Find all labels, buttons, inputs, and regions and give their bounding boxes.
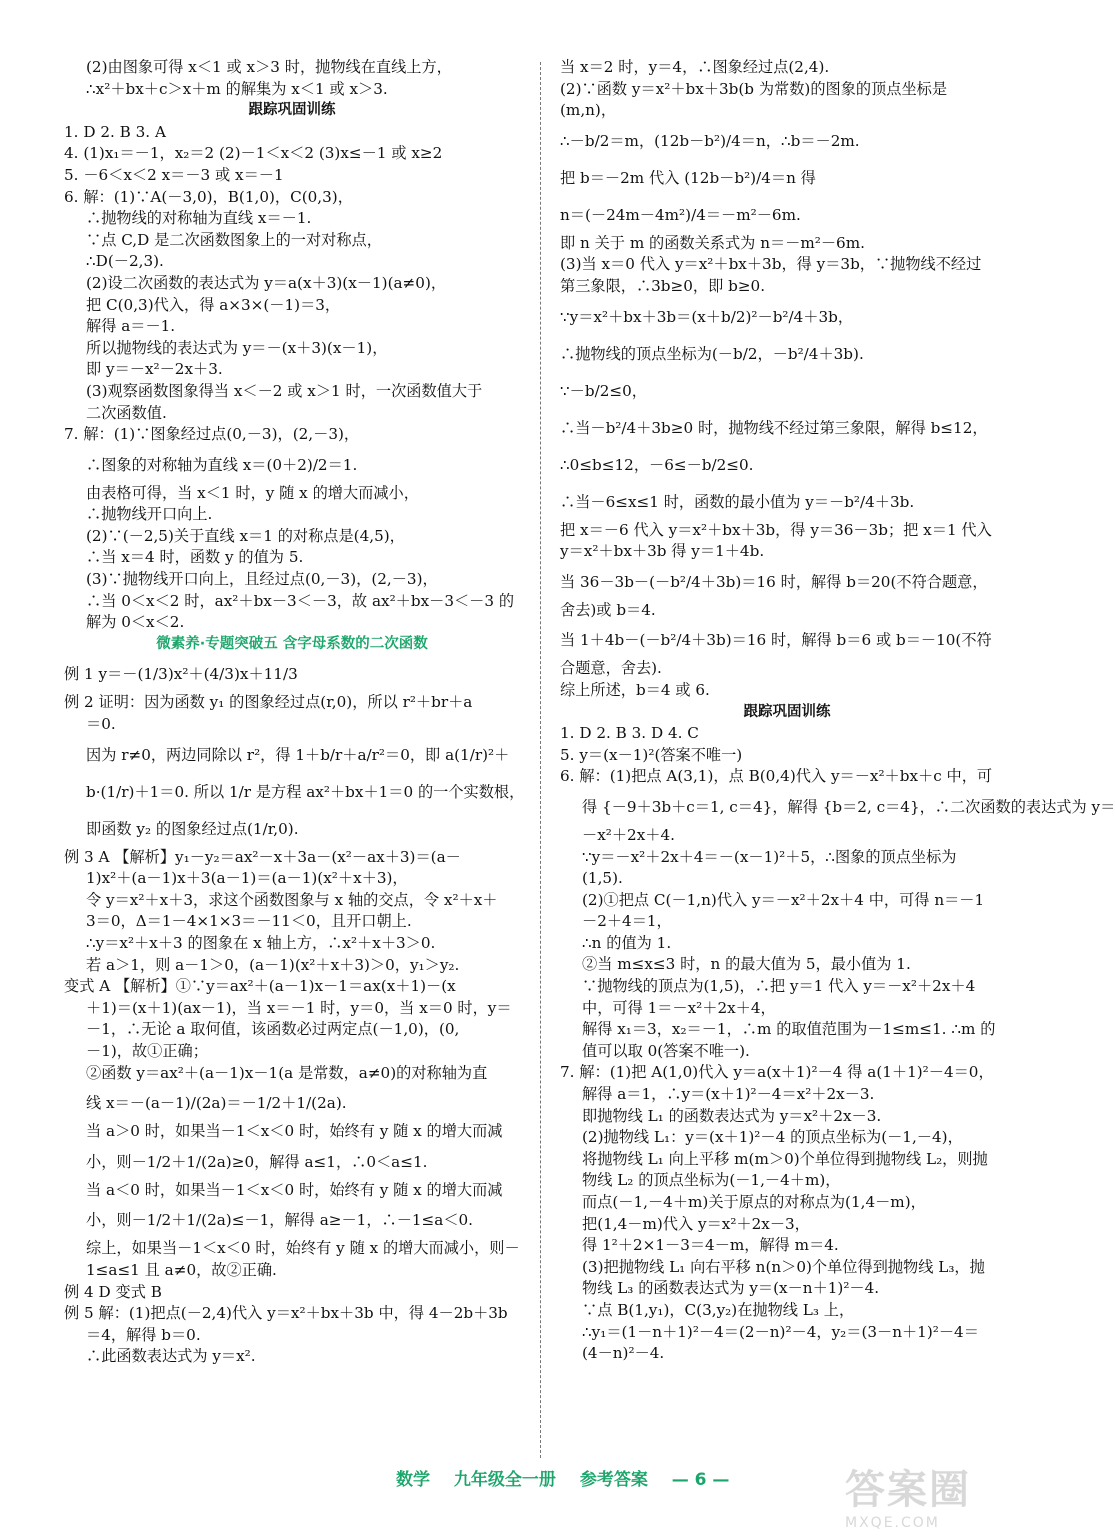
answer-line: 综上所述，b＝4 或 6. bbox=[560, 680, 710, 699]
answer-line: 把 C(0,3)代入，得 a×3×(－1)＝3， bbox=[86, 295, 341, 314]
answer-line: 即函数 y₂ 的图象经过点(1/r,0). bbox=[86, 819, 299, 838]
answer-line: ＝0. bbox=[86, 715, 116, 734]
answer-line: －x²＋2x＋4. bbox=[582, 825, 675, 844]
answer-line: 小，则－1/2＋1/(2a)≥0，解得 a≤1，∴0＜a≤1. bbox=[86, 1152, 428, 1171]
answer-line: 将抛物线 L₁ 向上平移 m(m＞0)个单位得到抛物线 L₂，则抛 bbox=[582, 1149, 988, 1168]
section-heading: 跟踪巩固训练 bbox=[248, 102, 336, 119]
answer-line: 即 y＝－x²－2x＋3. bbox=[86, 360, 223, 379]
answer-line: 7. 解：(1)把 A(1,0)代入 y＝a(x＋1)²－4 得 a(1＋1)²－4＝0， bbox=[560, 1063, 994, 1082]
answer-line: 当 36－3b－(－b²/4＋3b)＝16 时，解得 b＝20(不符合题意， bbox=[560, 572, 988, 591]
answer-line: ∴当 x＝4 时，函数 y 的值为 5. bbox=[86, 548, 304, 567]
answer-line: 1. D 2. B 3. A bbox=[64, 122, 166, 141]
answer-line: 解得 a＝－1. bbox=[86, 317, 176, 336]
answer-line: ∴－b/2＝m，(12b－b²)/4＝n，∴b＝－2m. bbox=[560, 131, 860, 150]
column-divider bbox=[540, 62, 541, 1458]
answer-line: 6. 解：(1)∵A(－3,0)，B(1,0)，C(0,3)， bbox=[64, 187, 353, 206]
answer-line: ∴抛物线开口向上. bbox=[86, 505, 213, 524]
answer-line: 当 1＋4b－(－b²/4＋3b)＝16 时，解得 b＝6 或 b＝－10(不符 bbox=[560, 631, 992, 650]
answer-line: ∵抛物线的顶点为(1,5)，∴把 y＝1 代入 y＝－x²＋2x＋4 bbox=[582, 977, 976, 996]
answer-line: －2＋4＝1， bbox=[582, 912, 672, 931]
answer-line: 例 3 A 【解析】y₁－y₂＝ax²－x＋3a－(x²－ax＋3)＝(a－ bbox=[64, 847, 461, 866]
answer-line: 二次函数值. bbox=[86, 403, 167, 422]
answer-line: 当 a＞0 时，如果当－1＜x＜0 时，始终有 y 随 x 的增大而减 bbox=[86, 1122, 503, 1141]
answer-line: －1)，故①正确； bbox=[86, 1041, 208, 1060]
answer-line: 物线 L₂ 的顶点坐标为(－1,－4＋m)， bbox=[582, 1171, 841, 1190]
answer-line: 当 x＝2 时，y＝4，∴图象经过点(2,4). bbox=[560, 58, 830, 76]
answer-line: ∵y＝x²＋bx＋3b＝(x＋b/2)²－b²/4＋3b， bbox=[560, 307, 854, 326]
answer-line: 解得 x₁＝3，x₂＝－1，∴m 的取值范围为－1≤m≤1. ∴m 的 bbox=[582, 1020, 996, 1039]
answer-line: 把 x＝－6 代入 y＝x²＋bx＋3b，得 y＝36－3b；把 x＝1 代入 bbox=[560, 520, 992, 539]
answer-line: (2)由图象可得 x＜1 或 x＞3 时，抛物线在直线上方， bbox=[86, 58, 452, 76]
answer-line: 把 b＝－2m 代入 (12b－b²)/4＝n 得 bbox=[560, 168, 816, 187]
answer-line: ∴当－6≤x≤1 时，函数的最小值为 y＝－b²/4＋3b. bbox=[560, 492, 915, 511]
footer-grade: 九年级全一册 bbox=[453, 1470, 556, 1490]
answer-line: ∵点 B(1,y₁)，C(3,y₂)在抛物线 L₃ 上， bbox=[582, 1300, 855, 1319]
page-number: — 6 — bbox=[671, 1470, 730, 1490]
answer-line: 例 4 D 变式 B bbox=[64, 1282, 162, 1301]
answer-line: 小，则－1/2＋1/(2a)≤－1，解得 a≥－1，∴－1≤a＜0. bbox=[86, 1211, 474, 1230]
left-column bbox=[64, 58, 525, 1369]
answer-line: (1,5). bbox=[582, 869, 623, 888]
answer-line: 物线 L₃ 的函数表达式为 y＝(x－n＋1)²－4. bbox=[582, 1279, 880, 1298]
footer-label: 参考答案 bbox=[579, 1470, 648, 1490]
answer-line: 合题意，舍去). bbox=[560, 659, 662, 678]
answer-line: 例 1 y＝－(1/3)x²＋(4/3)x＋11/3 bbox=[64, 665, 298, 684]
answer-line: 1. D 2. B 3. D 4. C bbox=[560, 724, 699, 743]
answer-line: y＝x²＋bx＋3b 得 y＝1＋4b. bbox=[560, 542, 765, 561]
answer-line: 舍去)或 b＝4. bbox=[560, 600, 656, 619]
answer-line: (2)∵函数 y＝x²＋bx＋3b(b 为常数)的图象的顶点坐标是 bbox=[560, 79, 948, 98]
answer-line: 5. y＝(x－1)²(答案不唯一) bbox=[560, 745, 743, 764]
answer-line: (3)把抛物线 L₁ 向右平移 n(n＞0)个单位得到抛物线 L₃，抛 bbox=[582, 1257, 985, 1276]
answer-line: ∴y₁＝(1－n＋1)²－4＝(2－n)²－4，y₂＝(3－n＋1)²－4＝ bbox=[582, 1322, 979, 1341]
answer-line: ∴抛物线的对称轴为直线 x＝－1. bbox=[86, 209, 312, 228]
page-footer bbox=[396, 1465, 747, 1490]
answer-line: ＋1)＝(x＋1)(ax－1)，当 x＝－1 时，y＝0，当 x＝0 时，y＝ bbox=[86, 998, 512, 1017]
answer-line: (3)观察函数图象得当 x＜－2 或 x＞1 时，一次函数值大于 bbox=[86, 381, 483, 400]
answer-line: 3＝0，Δ＝1－4×1×3＝－11＜0，且开口朝上. bbox=[86, 912, 412, 931]
answer-line: (2)抛物线 L₁：y＝(x＋1)²－4 的顶点坐标为(－1,－4)， bbox=[582, 1128, 963, 1147]
answer-line: (m,n)， bbox=[560, 101, 617, 120]
answer-line: 变式 A 【解析】①∵y＝ax²＋(a－1)x－1＝ax(x＋1)－(x bbox=[64, 977, 456, 996]
answer-line: 解得 a＝1，∴y＝(x＋1)²－4＝x²＋2x－3. bbox=[582, 1085, 875, 1104]
answer-line: 1)x²＋(a－1)x＋3(a－1)＝(a－1)(x²＋x＋3)， bbox=[86, 869, 408, 888]
answer-line: 当 a＜0 时，如果当－1＜x＜0 时，始终有 y 随 x 的增大而减 bbox=[86, 1180, 503, 1199]
answer-line: ②函数 y＝ax²＋(a－1)x－1(a 是常数，a≠0)的对称轴为直 bbox=[86, 1063, 488, 1082]
answer-line: ∴y＝x²＋x＋3 的图象在 x 轴上方，∴x²＋x＋3＞0. bbox=[86, 934, 436, 952]
answer-line: ∴D(－2,3). bbox=[86, 252, 164, 271]
answer-line: 因为 r≠0，两边同除以 r²，得 1＋b/r＋a/r²＝0，即 a(1/r)²＋ bbox=[86, 745, 510, 764]
answer-line: (3)当 x＝0 代入 y＝x²＋bx＋3b，得 y＝3b，∵抛物线不经过 bbox=[560, 255, 982, 274]
watermark-text: 答案圈 bbox=[845, 1467, 971, 1513]
answer-line: 令 y＝x²＋x＋3，求这个函数图象与 x 轴的交点，令 x²＋x＋ bbox=[86, 890, 498, 909]
section-heading: 微素养·专题突破五 含字母系数的二次函数 bbox=[156, 635, 428, 652]
answer-line: 例 2 证明：因为函数 y₁ 的图象经过点(r,0)，所以 r²＋br＋a bbox=[64, 693, 473, 712]
answer-line: ∴此函数表达式为 y＝x². bbox=[86, 1347, 256, 1366]
answer-line: 综上，如果当－1＜x＜0 时，始终有 y 随 x 的增大而减小，则－ bbox=[86, 1239, 520, 1258]
answer-line: 中，可得 1＝－x²＋2x＋4， bbox=[582, 998, 776, 1017]
answer-line: 第三象限，∴3b≥0，即 b≥0. bbox=[560, 276, 766, 295]
watermark-logo bbox=[845, 1458, 1015, 1530]
answer-line: (4－n)²－4. bbox=[582, 1344, 665, 1363]
answer-line: 即抛物线 L₁ 的函数表达式为 y＝x²＋2x－3. bbox=[582, 1106, 882, 1125]
section-heading: 跟踪巩固训练 bbox=[743, 703, 831, 720]
answer-line: ∵－b/2≤0， bbox=[560, 381, 647, 400]
answer-line: (2)∵(－2,5)关于直线 x＝1 的对称点是(4,5)， bbox=[86, 526, 405, 545]
answer-line: ∴抛物线的顶点坐标为(－b/2，－b²/4＋3b). bbox=[560, 344, 864, 363]
answer-line: 得 {－9＋3b＋c＝1, c＝4}，解得 {b＝2, c＝4}，∴二次函数的表达式为 y＝ bbox=[582, 797, 1115, 816]
answer-line: 6. 解：(1)把点 A(3,1)，点 B(0,4)代入 y＝－x²＋bx＋c 中，可 bbox=[560, 767, 993, 786]
answer-line: 而点(－1,－4＋m)关于原点的对称点为(1,4－m)， bbox=[582, 1193, 926, 1211]
answer-line: ∴图象的对称轴为直线 x＝(0＋2)/2＝1. bbox=[86, 455, 358, 474]
watermark-url: MXQE.COM bbox=[845, 1515, 940, 1531]
answer-line: b·(1/r)＋1＝0. 所以 1/r 是方程 ax²＋bx＋1＝0 的一个实数根， bbox=[86, 782, 525, 801]
answer-line: 若 a＞1，则 a－1＞0，(a－1)(x²＋x＋3)＞0，y₁＞y₂. bbox=[86, 955, 460, 974]
answer-line: ∵点 C,D 是二次函数图象上的一对对称点， bbox=[86, 230, 382, 249]
answer-line: 把(1,4－m)代入 y＝x²＋2x－3， bbox=[582, 1214, 810, 1233]
answer-line: 值可以取 0(答案不唯一). bbox=[582, 1041, 750, 1060]
answer-line: 线 x＝－(a－1)/(2a)＝－1/2＋1/(2a). bbox=[86, 1094, 347, 1113]
answer-line: 7. 解：(1)∵图象经过点(0,－3)，(2,－3)， bbox=[64, 425, 360, 444]
answer-line: 由表格可得，当 x＜1 时，y 随 x 的增大而减小， bbox=[86, 483, 419, 502]
footer-subject: 数学 bbox=[396, 1470, 430, 1490]
answer-line: 所以抛物线的表达式为 y＝－(x＋3)(x－1)， bbox=[86, 338, 388, 357]
answer-line: ＝4，解得 b＝0. bbox=[86, 1325, 201, 1344]
answer-line: 解为 0＜x＜2. bbox=[86, 613, 185, 632]
answer-line: 得 1²＋2×1－3＝4－m，解得 m＝4. bbox=[582, 1236, 839, 1255]
answer-line: ∴当 0＜x＜2 时，ax²＋bx－3＜－3，故 ax²＋bx－3＜－3 的 bbox=[86, 591, 515, 610]
answer-line: ∴当－b²/4＋3b≥0 时，抛物线不经过第三象限，解得 b≤12， bbox=[560, 418, 988, 437]
answer-line: ∴x²＋bx＋c＞x＋m 的解集为 x＜1 或 x＞3. bbox=[86, 79, 388, 98]
right-column bbox=[560, 58, 1115, 1366]
answer-line: 例 5 解：(1)把点(－2,4)代入 y＝x²＋bx＋3b 中，得 4－2b＋3b bbox=[64, 1304, 508, 1323]
answer-line: (2)①把点 C(－1,n)代入 y＝－x²＋2x＋4 中，可得 n＝－1 bbox=[582, 890, 985, 909]
answer-line: 1≤a≤1 且 a≠0，故②正确. bbox=[86, 1260, 277, 1279]
answer-line: ∴n 的值为 1. bbox=[582, 933, 672, 952]
answer-line: 5. －6＜x＜2 x＝－3 或 x＝－1 bbox=[64, 165, 284, 184]
answer-line: ∴0≤b≤12，－6≤－b/2≤0. bbox=[560, 455, 754, 474]
answer-line: (2)设二次函数的表达式为 y＝a(x＋3)(x－1)(a≠0)， bbox=[86, 273, 447, 292]
answer-line: －1，∴无论 a 取何值，该函数必过两定点(－1,0)，(0, bbox=[86, 1020, 460, 1039]
answer-line: ∵y＝－x²＋2x＋4＝－(x－1)²＋5，∴图象的顶点坐标为 bbox=[582, 847, 957, 866]
answer-line: 4. (1)x₁＝－1，x₂＝2 (2)－1＜x＜2 (3)x≤－1 或 x≥2 bbox=[64, 144, 443, 163]
answer-line: 即 n 关于 m 的函数关系式为 n＝－m²－6m. bbox=[560, 233, 865, 252]
answer-line: ②当 m≤x≤3 时，n 的最大值为 5，最小值为 1. bbox=[582, 955, 911, 974]
answer-line: (3)∵抛物线开口向上，且经过点(0,－3)，(2,－3)， bbox=[86, 570, 438, 589]
answer-line: n＝(－24m－4m²)/4＝－m²－6m. bbox=[560, 205, 801, 224]
